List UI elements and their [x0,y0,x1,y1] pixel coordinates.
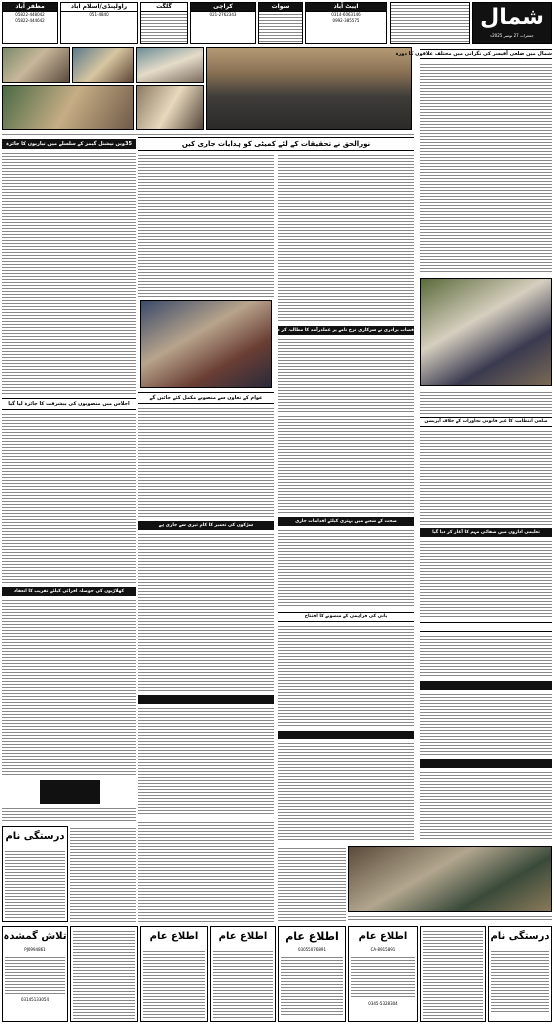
news-photo [2,85,134,130]
dateline: جمعرات 27 نومبر 2025ء [490,33,534,38]
ad-phone: 03145133054 [21,997,49,1002]
news-photo-award [420,278,552,386]
article-text [420,62,552,272]
photo-caption [348,914,552,922]
masthead [472,2,552,44]
office-box [305,2,387,44]
ad-ref: PJ0994861 [24,947,46,952]
article-text [420,634,552,678]
ad-phone: 0345-5328304 [368,1001,398,1006]
office-phone: 0992-385575 [332,18,360,23]
headline: تعلیمی اداروں میں صفائی مہم کا آغاز کر دیا گیا [420,528,552,537]
ad-title: اطلاع عام [218,931,268,942]
headline-bar [278,731,414,739]
ad-box [210,926,276,1022]
article-text [278,153,414,323]
news-photo [140,300,272,388]
headline-bar [420,622,552,632]
ad-box [2,826,68,922]
article-text [2,598,136,776]
ad-title: اطلاع عام [358,931,408,942]
headline: سڑکوں کی تعمیر کا کام تیزی سے جاری ہے [138,521,274,530]
headline: قصاب برادری نے سرکاری نرخ نامے پر عملدرآمد کا مطالبہ کر دیا [274,328,414,333]
article-text [278,624,414,728]
office-phone: 05822-448042 [15,12,45,17]
news-photo-group [206,47,412,130]
article-text [138,532,274,692]
ad-box [420,926,486,1022]
office-city: گلگت [141,3,187,12]
news-photo [136,47,204,83]
ad-ref: CA-8915891 [370,947,396,952]
news-photo [136,85,204,130]
office-box [258,2,303,44]
headline: ضلعی انتظامیہ کا غیر قانونی تجاوزات کے خلاف آپریشن [420,417,552,427]
headline: صحت کے شعبے میں بہتری کیلئے اقدامات جاری [278,517,414,526]
article-text [278,414,414,514]
office-phone: 0314-6063146 [331,12,361,17]
article-text [278,846,346,922]
article-text [70,826,136,922]
article-text [420,539,552,619]
article-text [138,153,274,298]
article-text [138,406,274,518]
office-phone: 051-4840 [89,12,109,17]
ad-box [2,926,68,1022]
article-text [2,806,136,822]
office-box [140,2,188,44]
office-city: مظفر آباد [3,3,57,12]
headline: کھلاڑیوں کی حوصلہ افزائی کیلئے تقریب کا انعقاد [2,587,136,596]
ad-box [348,926,418,1022]
news-photo [2,47,70,83]
office-phone: 05822-444642 [15,18,45,23]
notice-box [40,780,100,804]
article-text [278,528,414,608]
office-city: سوات [259,3,302,12]
ad-title: اطلاع عام [149,931,199,942]
office-city: راولپنڈی/اسلام آباد [61,3,137,12]
headline-bar [420,759,552,768]
ad-title: تلاش گمشدہ [3,931,67,942]
headline-bar [420,681,552,690]
news-photo-meeting [348,846,552,912]
main-headline: نورالحق نے تحقیقات کے لئے کمیٹی کو ہدایات جاری کیں [138,137,414,151]
headline: اجلاس میں منصوبوں کی پیشرفت کا جائزہ لیا گیا [2,398,136,410]
article-text [420,770,552,840]
ad-title: درستگی نام [490,931,550,942]
ad-box [70,926,138,1022]
article-text [420,390,552,414]
office-city: ایبٹ آباد [306,3,386,12]
headline: 35ویں نیشنل گیمز کے سلسلے میں تیاریوں کا جائزہ [2,139,136,149]
article-text [138,820,274,922]
article-text [420,429,552,525]
headline: عوام کے تعاون سے منصوبے مکمل کئے جائیں گے [138,392,274,404]
office-city: کراچی [191,3,255,12]
ad-box [278,926,346,1022]
headline: پانی کی فراہمی کے منصوبے کا افتتاح [278,612,414,622]
headline-bar [138,695,274,704]
header-notice [390,2,470,44]
ad-box [140,926,208,1022]
office-box [60,2,138,44]
ad-box [488,926,552,1022]
article-text [2,151,136,395]
ad-title: درستگی نام [5,831,65,842]
article-text [278,741,414,841]
office-box [190,2,256,44]
article-text [138,706,274,816]
masthead-title: شمال [480,5,544,30]
headline: شمال میں ضلعی آفیسر کی نگرانی میں مختلف علاقوں کا دورہ [395,51,552,57]
article-text [2,412,136,584]
ad-ref: 03055076891 [298,947,326,952]
article-text [420,692,552,756]
ad-title: اطلاع عام [285,930,339,943]
article-text [278,337,414,412]
office-phone: 021-2762343 [209,12,237,17]
office-box [2,2,58,44]
news-photo [72,47,134,83]
photo-caption [2,132,414,136]
